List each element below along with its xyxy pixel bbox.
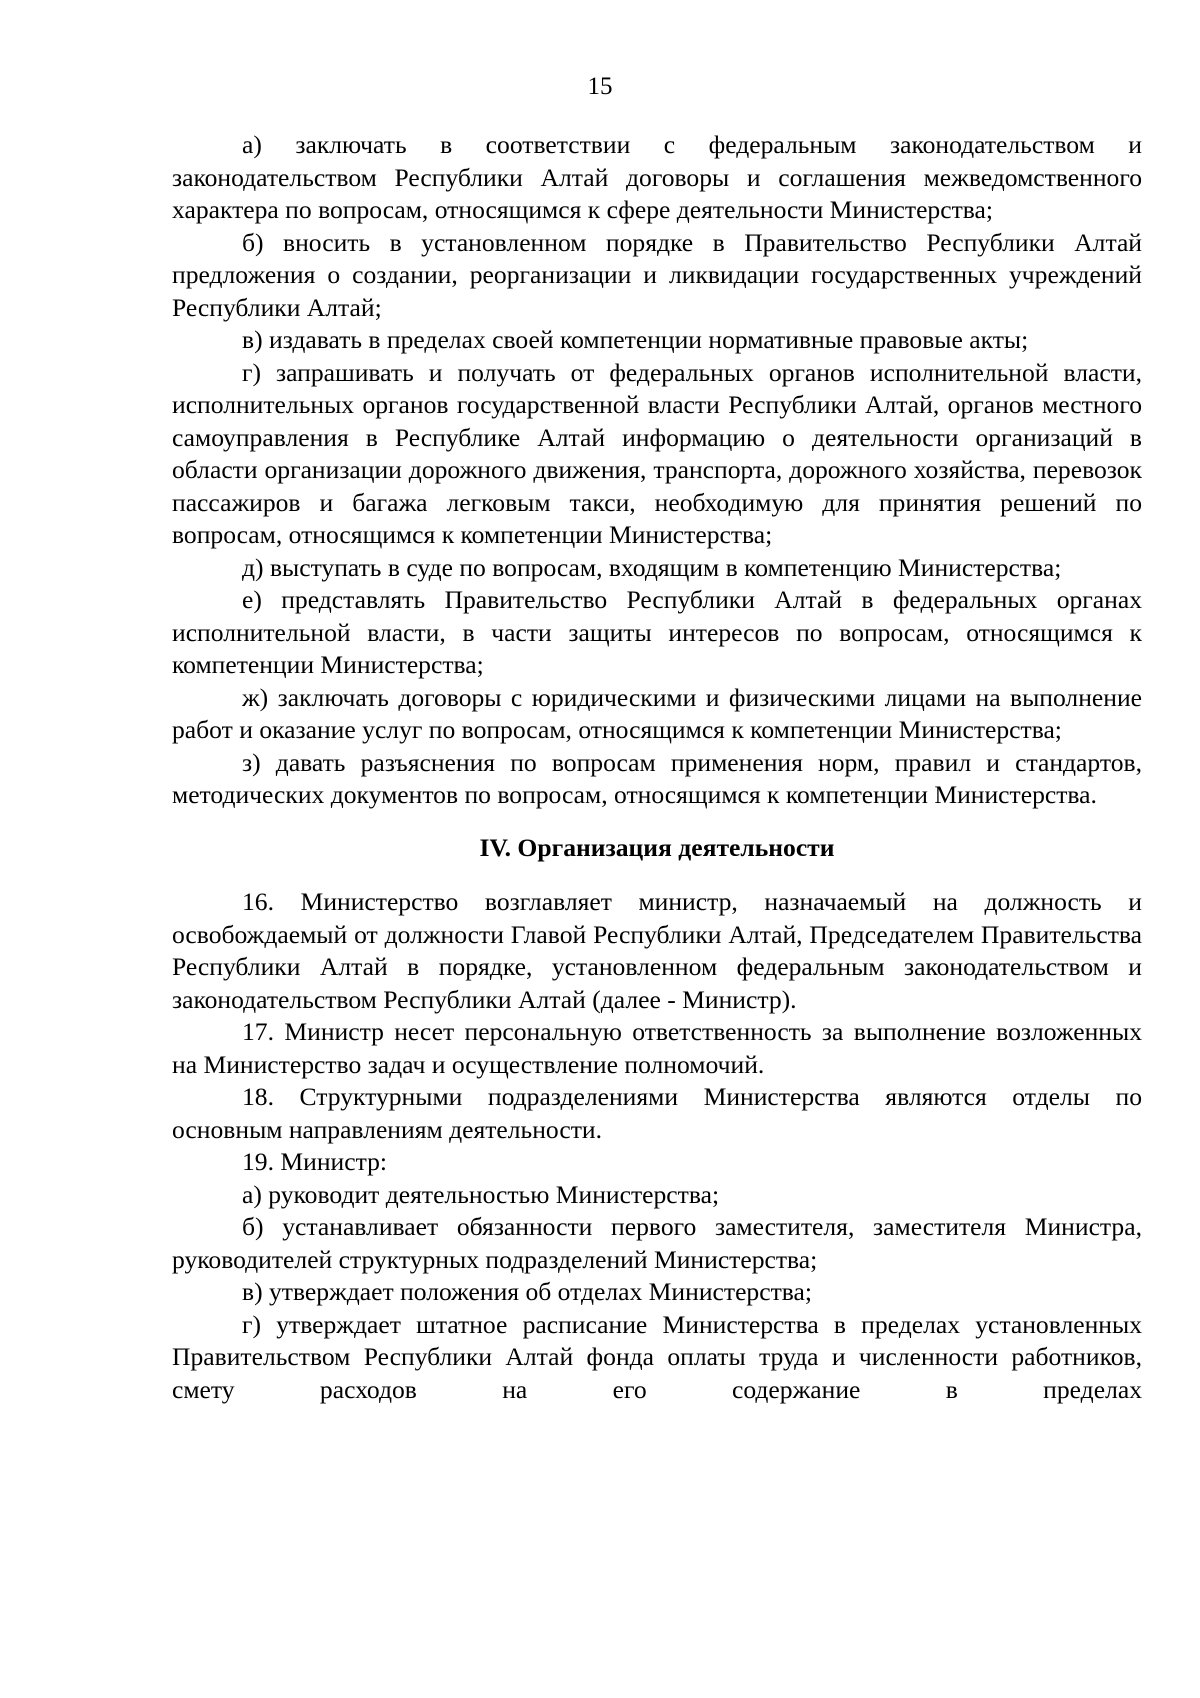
section-heading: IV. Организация деятельности xyxy=(479,832,835,862)
paragraph-16-minister-appointment: 16. Министерство возглавляет министр, назначаемый на должность и освобождаемый от должности Главой Республики Алтай, Председателем Правительства Республики Алтай в порядке, установленном федеральным законодательством и законодательством Республики Алтай (далее - Министр). xyxy=(172,887,1142,1014)
paragraph-g-request-information: г) запрашивать и получать от федеральных органов исполнительной власти, исполнительных органов государственной власти Республики Алтай, органов местного самоуправления в Республике Алтай информацию о деятельности организаций в области организации дорожного движения, транспорта, дорожного хозяйства, перевозок пассажиров и багажа легковым такси, необходимую для принятия решений по вопросам, относящимся к компетенции Министерства; xyxy=(172,357,1142,549)
paragraph-z-clarifications: з) давать разъяснения по вопросам применения норм, правил и стандартов, методических документов по вопросам, относящимся к компетенции Министерства. xyxy=(172,747,1142,809)
paragraph-19b-duties: б) устанавливает обязанности первого заместителя, заместителя Министра, руководителей структурных подразделений Министерства; xyxy=(172,1212,1142,1274)
paragraph-19a-manages: а) руководит деятельностью Министерства; xyxy=(242,1179,720,1209)
page-number: 15 xyxy=(587,73,613,100)
paragraph-e-represent-government: е) представлять Правительство Республики Алтай в федеральных органах исполнительной власти, в части защиты интересов по вопросам, относящимся к компетенции Министерства; xyxy=(172,585,1142,679)
paragraph-19v-regulations: в) утверждает положения об отделах Министерства; xyxy=(242,1277,812,1306)
paragraph-v-issue-acts: в) издавать в пределах своей компетенции нормативные правовые акты; xyxy=(242,325,1029,354)
paragraph-d-court-representation: д) выступать в суде по вопросам, входящим в компетенцию Министерства; xyxy=(242,552,1062,582)
paragraph-19-minister: 19. Министр: xyxy=(242,1147,388,1176)
paragraph-18-structural-units: 18. Структурными подразделениями Министерства являются отделы по основным направлениям деятельности. xyxy=(172,1082,1142,1144)
document-body xyxy=(172,129,1142,1406)
paragraph-b-submit-proposals: б) вносить в установленном порядке в Правительство Республики Алтай предложения о создании, реорганизации и ликвидации государственных учреждений Республики Алтай; xyxy=(172,227,1142,322)
paragraph-17-minister-responsibility: 17. Министр несет персональную ответственность за выполнение возложенных на Министерство задач и осуществление полномочий. xyxy=(172,1017,1142,1079)
paragraph-19g-staffing: г) утверждает штатное расписание Министерства в пределах установленных Правительством Республики Алтай фонда оплаты труда и численности работников, смету расходов на его содержание в пределах xyxy=(172,1309,1142,1404)
paragraph-zh-contracts: ж) заключать договоры с юридическими и физическими лицами на выполнение работ и оказание услуг по вопросам, относящимся к компетенции Министерства; xyxy=(172,682,1142,744)
paragraph-a-conclude-agreements: а) заключать в соответствии с федеральным законодательством и законодательством Республики Алтай договоры и соглашения межведомственного характера по вопросам, относящимся к сфере деятельности Министерства; xyxy=(172,130,1142,224)
